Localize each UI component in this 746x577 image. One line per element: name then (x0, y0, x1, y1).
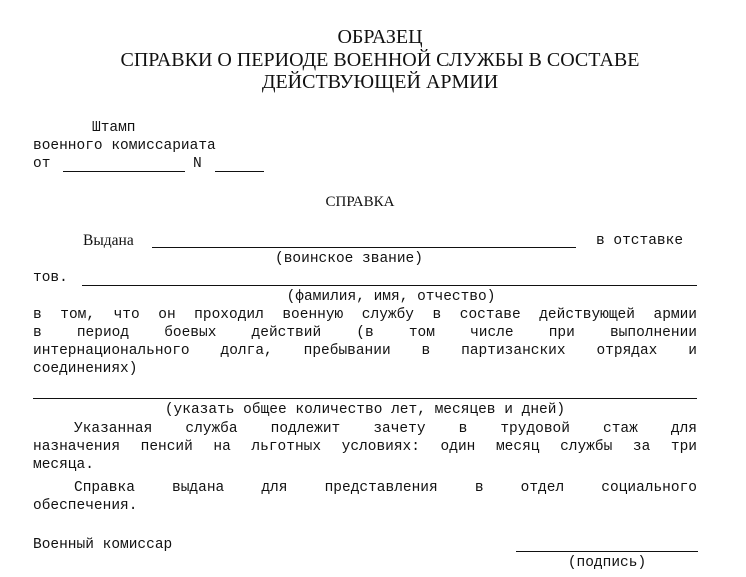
stamp-number-field-line (215, 171, 264, 172)
stamp-commissariat: военного комиссариата (33, 138, 216, 154)
stamp-date-field-line (63, 171, 185, 172)
period-hint: (указать общее количество лет, месяцев и дней) (164, 402, 566, 418)
purpose-text-line-1: Справка выдана для представления в отдел социального (74, 480, 697, 496)
service-text-line-3: интернационального долга, пребывании в партизанских отрядах и (33, 343, 697, 359)
stamp-number-label: N (193, 156, 202, 172)
purpose-text-line-2: обеспечения. (33, 498, 138, 514)
doc-heading-title: СПРАВКИ О ПЕРИОДЕ ВОЕННОЙ СЛУЖБЫ В СОСТАВЕ (120, 49, 640, 71)
doc-heading-subtitle: ДЕЙСТВУЮЩЕЙ АРМИИ (261, 71, 499, 93)
commissar-label: Военный комиссар (33, 537, 173, 553)
doc-heading-sample: ОБРАЗЕЦ (337, 26, 423, 48)
period-field-line (33, 398, 697, 399)
rank-field-line (152, 247, 576, 248)
issued-label: Выдана (83, 232, 134, 249)
service-text-line-1: в том, что он проходил военную службу в составе действующей армии (33, 307, 697, 323)
name-hint: (фамилия, имя, отчество) (286, 289, 496, 305)
stamp-label: Штамп (92, 120, 136, 136)
credit-text-line-1: Указанная служба подлежит зачету в трудовой стаж для (74, 421, 697, 437)
credit-text-line-2: назначения пенсий на льготных условиях: один месяц службы за три (33, 439, 697, 455)
service-text-line-4: соединениях) (33, 361, 138, 377)
signature-field-line (516, 551, 698, 552)
retired-label: в отставке (596, 233, 684, 249)
name-field-line (82, 285, 697, 286)
signature-hint: (подпись) (567, 555, 647, 571)
certificate-title: СПРАВКА (325, 194, 395, 210)
service-text-line-2: в период боевых действий (в том числе при выполнении (33, 325, 697, 341)
rank-hint: (воинское звание) (275, 251, 423, 267)
stamp-from-label: от (33, 156, 51, 172)
comrade-label: тов. (33, 270, 68, 286)
credit-text-line-3: месяца. (33, 457, 94, 473)
